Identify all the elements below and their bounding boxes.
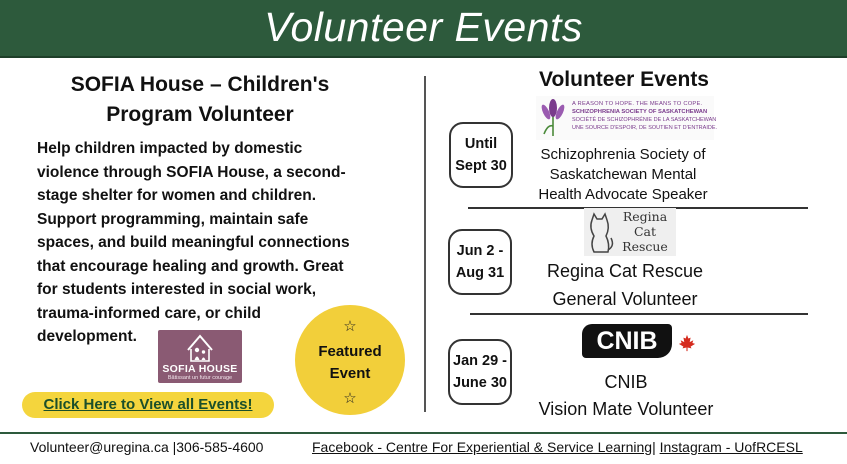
regina-cat-rescue-logo <box>584 208 676 256</box>
event-date-badge <box>449 122 513 188</box>
facebook-link[interactable]: Facebook - Centre For Experiential & Service Learning <box>312 439 653 455</box>
event-date-line1: Jan 29 - <box>453 353 507 369</box>
cat-logo-line3: Rescue <box>622 239 668 254</box>
description-line: Help children impacted by domestic <box>37 140 303 157</box>
description-line: for students interested in social work, <box>37 281 317 298</box>
page-title: Volunteer Events <box>264 4 583 50</box>
star-icon: ☆ <box>343 318 357 335</box>
footer-divider <box>0 432 847 434</box>
event-name-line: Saskatchewan Mental <box>549 166 697 183</box>
featured-event-title-line2: Program Volunteer <box>106 103 294 126</box>
maple-leaf-icon <box>678 334 696 352</box>
instagram-link[interactable]: Instagram - UofRCESL <box>659 439 803 455</box>
description-line: that encourage healing and growth. Great <box>37 257 344 275</box>
footer-contact: Volunteer@uregina.ca |306-585-4600 <box>30 439 264 455</box>
cat-outline-icon <box>584 208 616 256</box>
event-name-line: CNIB <box>604 372 648 392</box>
description-line: Support programming, maintain safe <box>37 210 309 228</box>
footer-separator: | <box>652 439 656 455</box>
event-date-line2: Sept 30 <box>455 158 507 174</box>
schizo-logo-line1: A REASON TO HOPE. THE MEANS TO COPE. <box>572 101 703 107</box>
featured-event-title-line1: SOFIA House – Children's <box>70 73 330 96</box>
cat-logo-line1: Regina <box>622 209 668 224</box>
view-all-events-button[interactable]: Click Here to View all Events! <box>22 392 274 418</box>
featured-event-title <box>40 70 360 130</box>
event-date-line2: June 30 <box>453 375 507 391</box>
schizophrenia-society-logo <box>536 96 718 140</box>
event-date-badge <box>448 229 512 295</box>
description-line: violence through SOFIA House, a second- <box>37 163 346 181</box>
event-date-line1: Jun 2 - <box>456 243 504 259</box>
header-banner <box>0 0 847 58</box>
schizo-logo-line3: SOCIÉTÉ DE SCHIZOPHRÉNIE DE LA SASKATCHEWAN <box>572 117 717 123</box>
featured-badge-text <box>295 341 405 385</box>
sofia-logo-tagline: Bâtissant un futur courage <box>167 375 233 381</box>
description-line: spaces, and build meaningful connections <box>37 234 350 251</box>
featured-event-badge <box>295 305 405 415</box>
description-line: development. <box>37 328 137 345</box>
cat-logo-line2: Cat <box>633 224 657 239</box>
schizo-logo-line4: UNE SOURCE D'ESPOIR, DE SOUTIEN ET D'ENTRAIDE. <box>572 125 718 131</box>
star-icon: ☆ <box>343 390 357 407</box>
description-line: trauma-informed care, or child <box>37 304 261 322</box>
event-date-line2: Aug 31 <box>455 265 505 281</box>
footer-social-links <box>312 439 803 455</box>
event-name-line: Regina Cat Rescue <box>546 261 704 281</box>
cnib-logo <box>580 322 704 362</box>
schizo-logo-line2: SCHIZOPHRENIA SOCIETY OF SASKATCHEWAN <box>572 109 708 115</box>
event-name-line: Schizophrenia Society of <box>540 146 706 163</box>
event-date-line1: Until <box>464 136 498 152</box>
vertical-divider <box>424 76 426 412</box>
cnib-logo-word: CNIB <box>582 324 672 358</box>
event-name-line: Vision Mate Volunteer <box>538 399 714 419</box>
event-name-line: General Volunteer <box>552 289 698 309</box>
event-name <box>532 257 718 313</box>
event-name <box>528 369 724 423</box>
sofia-logo-name: SOFIA HOUSE <box>162 363 238 375</box>
description-line: stage shelter for women and children. <box>37 187 317 204</box>
event-separator <box>470 313 808 315</box>
event-name-line: Health Advocate Speaker <box>538 186 708 203</box>
events-panel-title: Volunteer Events <box>539 68 709 91</box>
event-name <box>516 145 730 205</box>
cat-rescue-logo-text <box>614 209 676 254</box>
house-family-icon <box>158 330 242 364</box>
featured-badge-line2: Event <box>329 365 371 382</box>
event-date-badge <box>448 339 512 405</box>
purple-flower-icon <box>536 96 570 140</box>
sofia-house-logo <box>158 330 242 383</box>
featured-badge-line1: Featured <box>318 343 382 360</box>
